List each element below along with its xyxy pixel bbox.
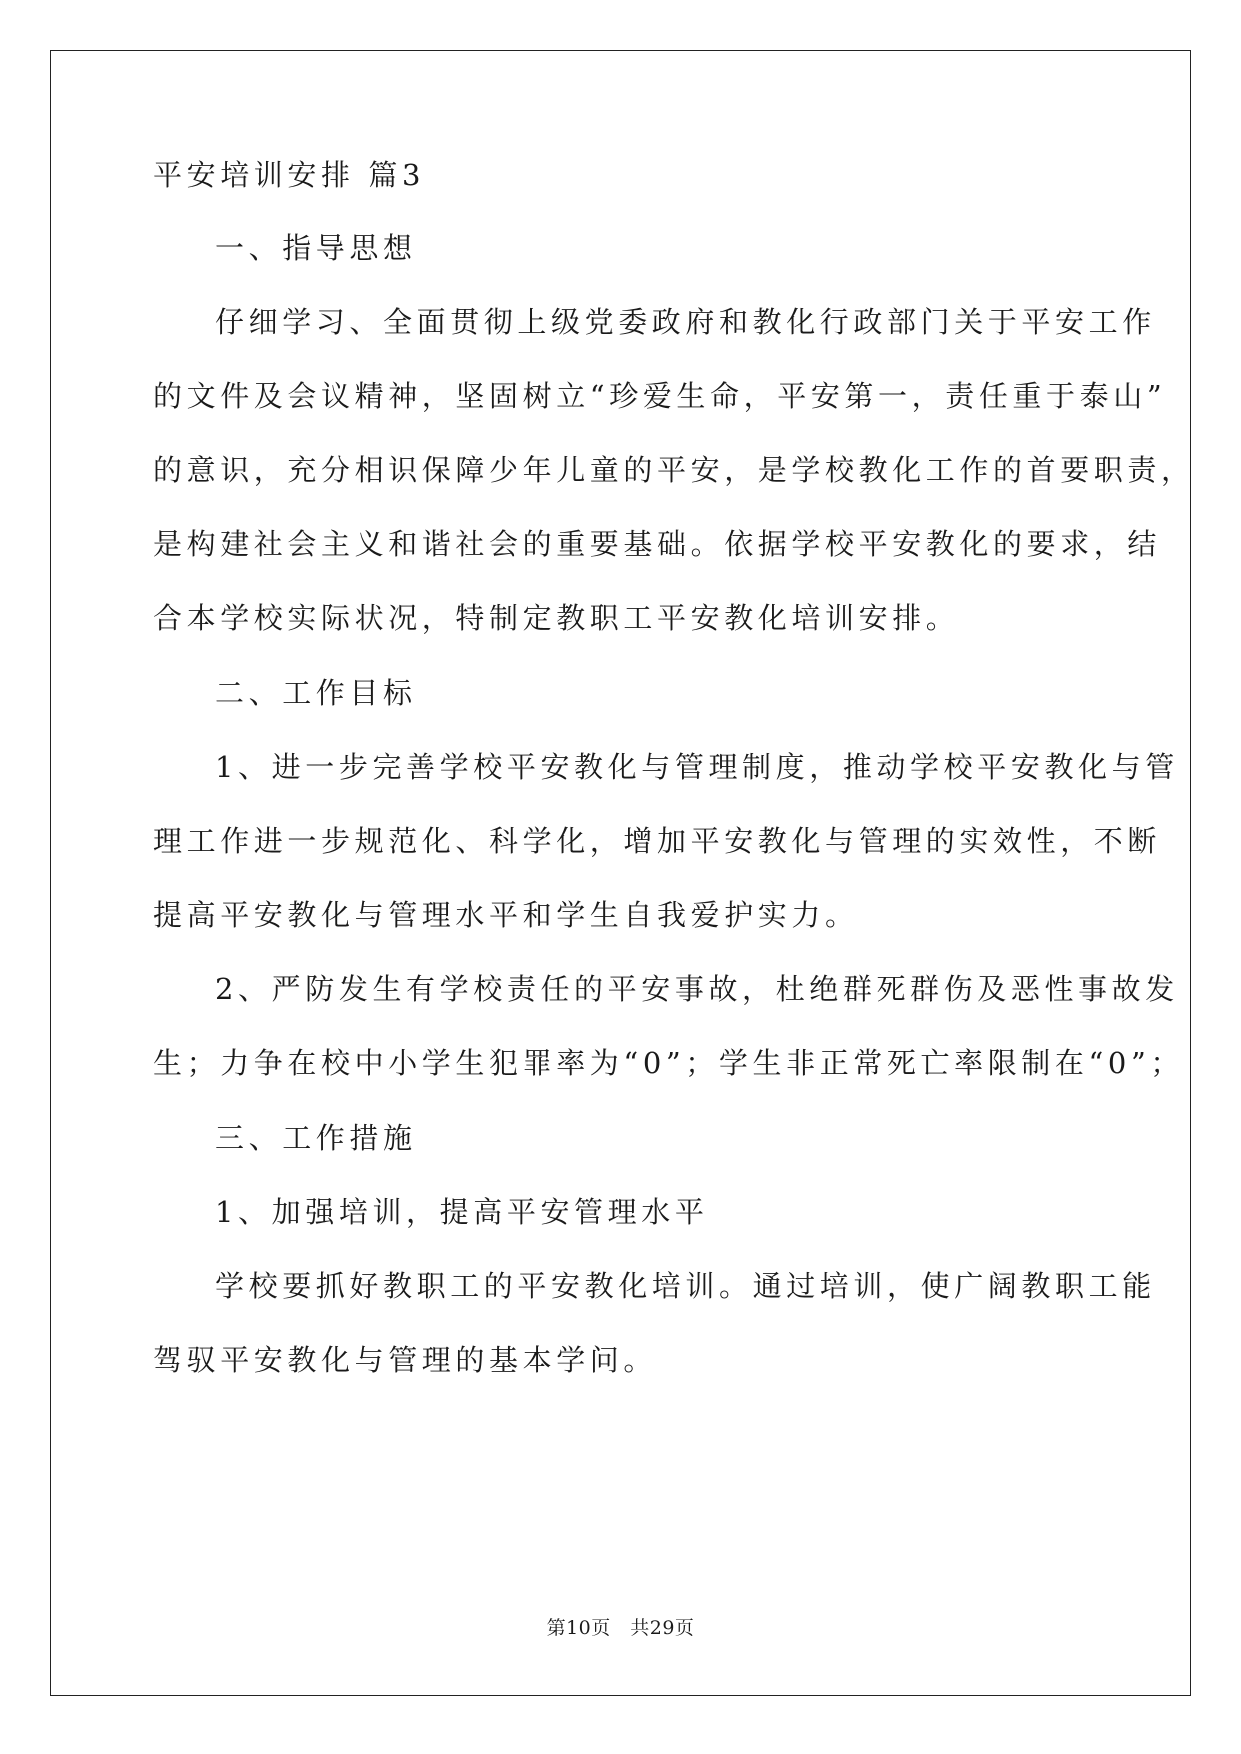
paragraph-line: 是构建社会主义和谐社会的重要基础。依据学校平安教化的要求，结 — [153, 527, 1162, 561]
paragraph-line: 仔细学习、全面贯彻上级党委政府和教化行政部门关于平安工作 — [215, 305, 1156, 339]
paragraph-line: 的文件及会议精神，坚固树立“珍爱生命，平安第一，责任重于泰山” — [153, 379, 1167, 413]
section-heading-work-measures: 三、工作措施 — [215, 1121, 417, 1155]
paragraph-line: 驾驭平安教化与管理的基本学问。 — [153, 1343, 658, 1377]
document-title: 平安培训安排 篇3 — [153, 158, 426, 192]
paragraph-line: 理工作进一步规范化、科学化，增加平安教化与管理的实效性，不断 — [153, 824, 1162, 858]
paragraph-line: 生；力争在校中小学生犯罪率为“0”；学生非正常死亡率限制在“0”； — [153, 1046, 1185, 1080]
paragraph-line: 2、严防发生有学校责任的平安事故，杜绝群死群伤及恶性事故发 — [215, 972, 1179, 1006]
section-heading-work-goals: 二、工作目标 — [215, 676, 417, 710]
paragraph-line: 的意识，充分相识保障少年儿童的平安，是学校教化工作的首要职责， — [153, 453, 1195, 487]
paragraph-line: 1、进一步完善学校平安教化与管理制度，推动学校平安教化与管 — [215, 750, 1179, 784]
paragraph-line: 合本学校实际状况，特制定教职工平安教化培训安排。 — [153, 601, 960, 635]
page-number: 第10页 共29页 — [546, 1617, 695, 1639]
page-border — [50, 50, 1191, 1696]
section-heading-guiding-thought: 一、指导思想 — [215, 231, 417, 265]
paragraph-line: 学校要抓好教职工的平安教化培训。通过培训，使广阔教职工能 — [215, 1269, 1156, 1303]
subheading: 1、加强培训，提高平安管理水平 — [215, 1195, 709, 1229]
paragraph-line: 提高平安教化与管理水平和学生自我爱护实力。 — [153, 898, 859, 932]
